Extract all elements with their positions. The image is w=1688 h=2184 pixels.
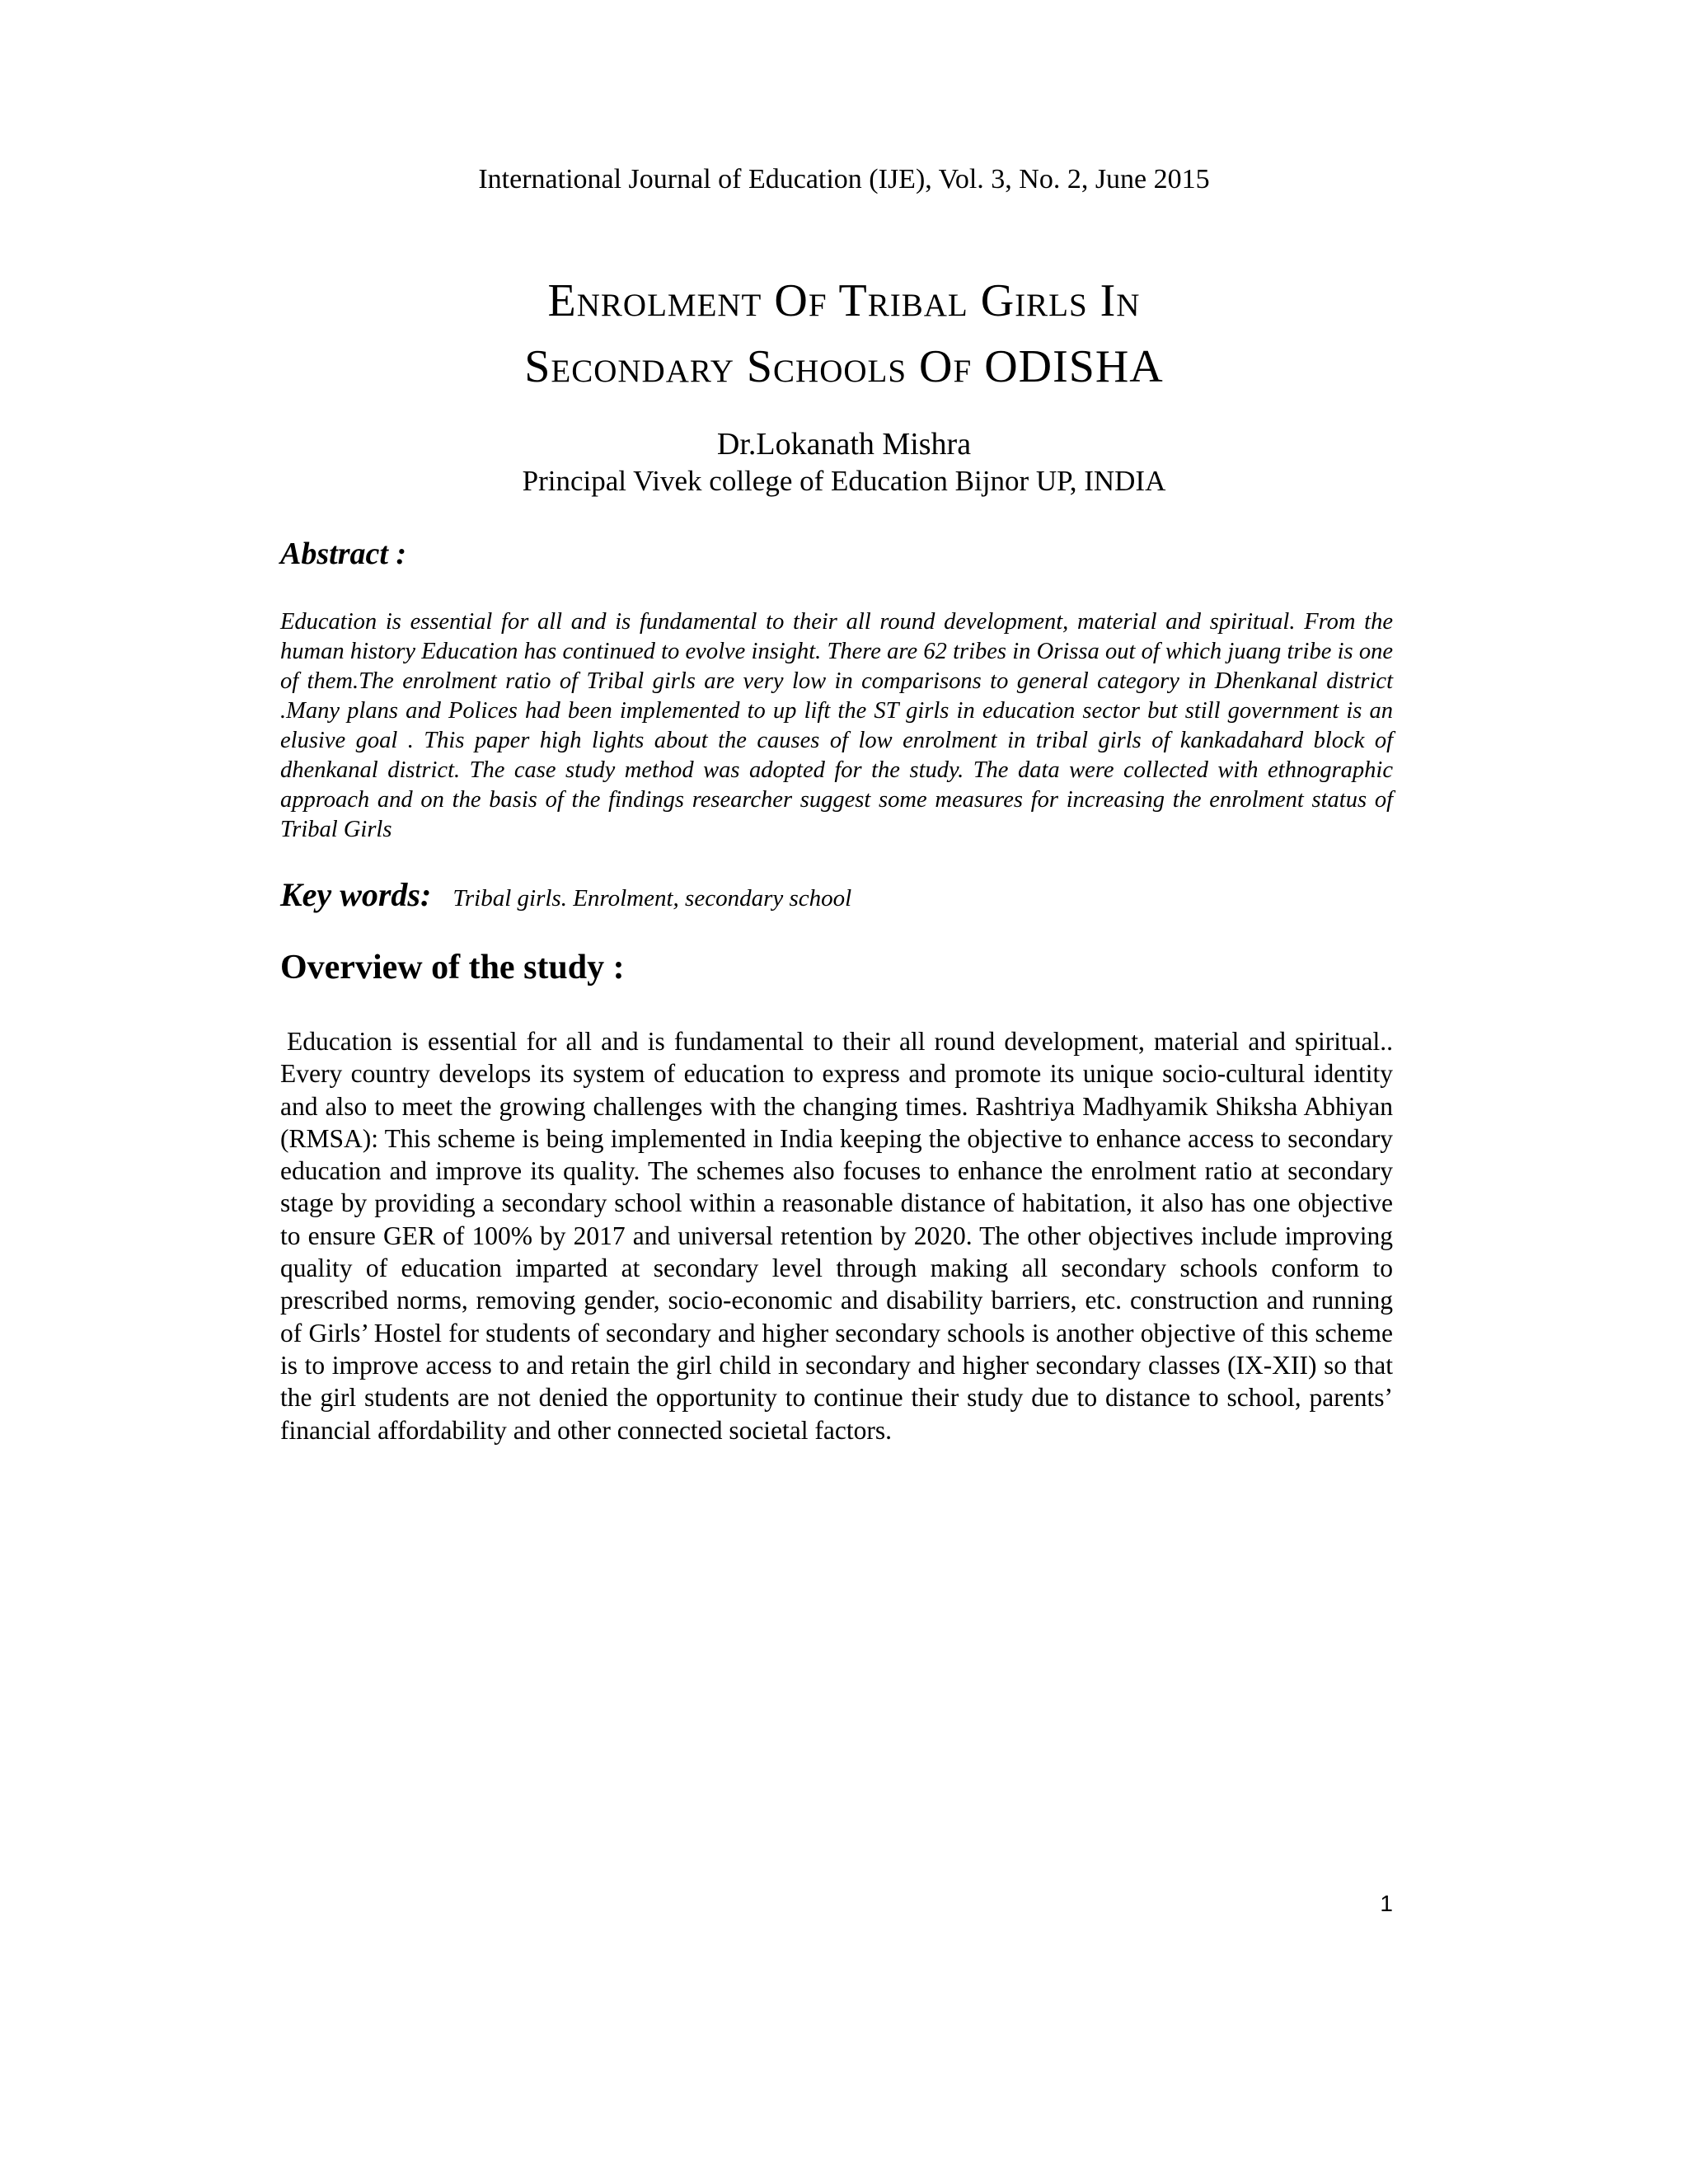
abstract-heading: Abstract : xyxy=(280,537,407,571)
overview-heading: Overview of the study : xyxy=(280,949,625,987)
page-number: 1 xyxy=(1380,1891,1393,1916)
journal-header: International Journal of Education (IJE), Vol. 3, No. 2, June 2015 xyxy=(478,164,1210,194)
author-affiliation: Principal Vivek college of Education Bijnor UP, INDIA xyxy=(522,465,1166,497)
paper-title-line-2: Secondary Schools Of ODISHA xyxy=(524,341,1164,392)
paper-title-line-1: Enrolment Of Tribal Girls In xyxy=(547,275,1141,326)
overview-text: Education is essential for all and is fundamental to their all round development, material and spiritual.. Every country develops its system of education to express and promote its unique socio-cultural identity and also to meet the growing challenges with the changing times. Rashtriya Madhyamik Shiksha Abhiyan (RMSA): This scheme is being implemented in India keeping the objective to enhance access to secondary education and improve its quality. The schemes also focuses to enhance the enrolment ratio at secondary stage by providing a secondary school within a reasonable distance of habitation, it also has one objective to ensure GER of 100% by 2017 and universal retention by 2020. The other objectives include improving quality of education imparted at secondary level through making all secondary schools conform to prescribed norms, removing gender, socio-economic and disability barriers, etc. construction and running of Girls’ Hostel for students of secondary and higher secondary schools is another objective of this scheme is to improve access to and retain the girl child in secondary and higher secondary classes (IX-XII) so that the girl students are not denied the opportunity to continue their study due to distance to school, parents’ financial affordability and other connected societal factors. xyxy=(280,1027,1393,1445)
keywords-value: Tribal girls. Enrolment, secondary school xyxy=(452,885,852,912)
keywords-line xyxy=(280,875,1393,922)
keywords-label: Key words: xyxy=(280,876,432,913)
author-name: Dr.Lokanath Mishra xyxy=(716,427,972,462)
paper-title xyxy=(0,268,1688,400)
abstract-text: Education is essential for all and is fundamental to their all round development, material and spiritual. From the human history Education has continued to evolve insight. There are 62 tribes in Orissa out of which juang tribe is one of them.The enrolment ratio of Tribal girls are very low in comparisons to general category in Dhenkanal district .Many plans and Polices had been implemented to up lift the ST girls in education sector but still government is an elusive goal . This paper high lights about the causes of low enrolment in tribal girls of kankadahard block of dhenkanal district. The case study method was adopted for the study. The data were collected with ethnographic approach and on the basis of the findings researcher suggest some measures for increasing the enrolment status of Tribal Girls xyxy=(280,609,1393,842)
